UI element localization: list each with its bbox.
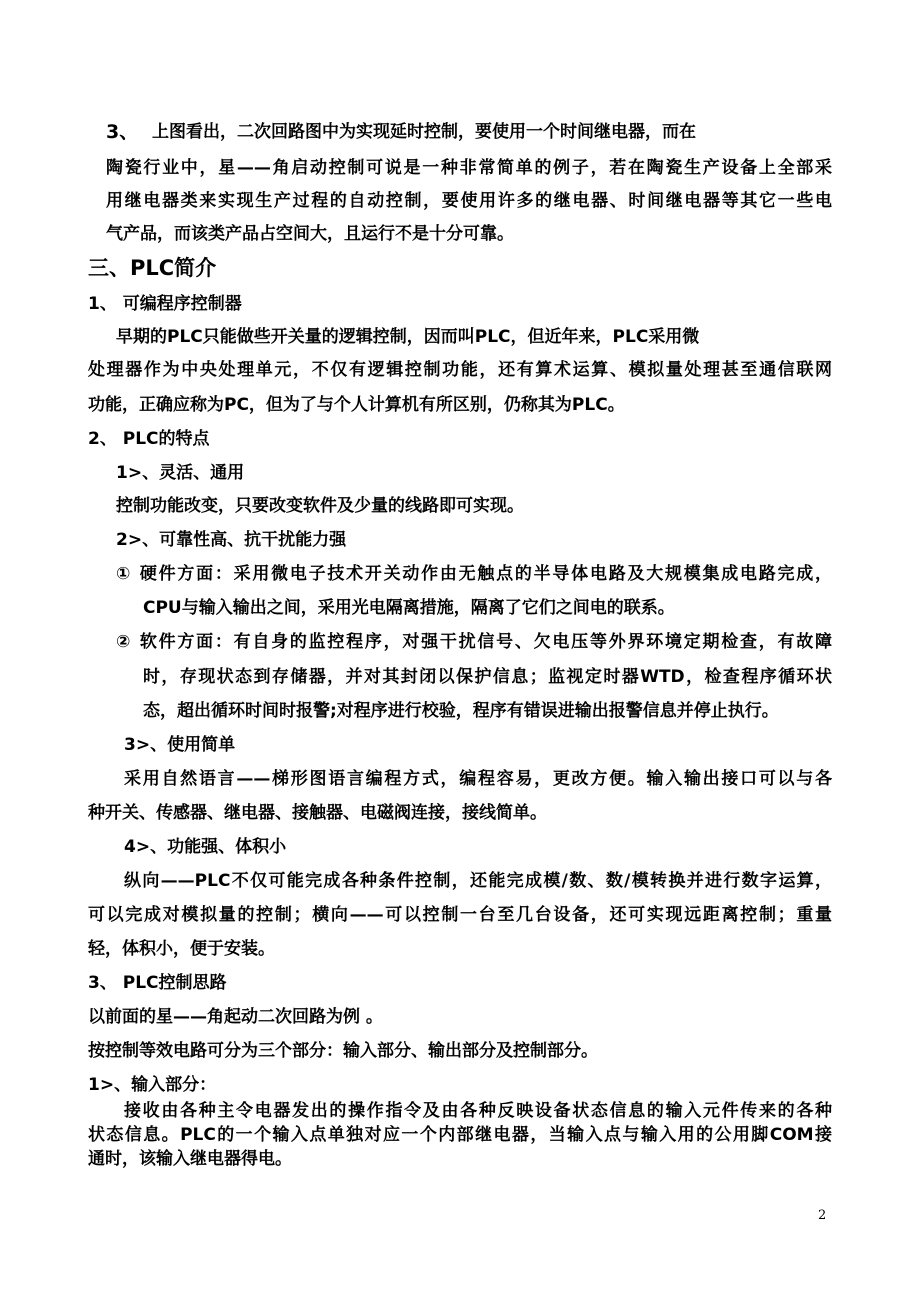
list-item-line: 态，超出循环时间时报警;对程序进行校验，程序有错误进输出报警信息并停止执行。 [143,701,779,721]
list-item-line: CPU与输入输出之间，采用光电隔离措施，隔离了它们之间电的联系。 [143,598,675,618]
paragraph-line: 功能，正确应称为PC，但为了与个人计算机有所区别，仍称其为PLC。 [88,395,625,415]
paragraph-line: 早期的PLC只能做些开关量的逻辑控制，因而叫PLC，但近年来，PLC采用微 [116,327,700,347]
list-item-line: 时，存现状态到存储器，并对其封闭以保护信息；监视定时器WTD，检查程序循环状 [143,667,832,687]
paragraph-line: 轻，体积小，便于安装。 [88,939,275,959]
list-item-line: ① 硬件方面：采用微电子技术开关动作由无触点的半导体电路及大规模集成电路完成， [116,564,832,584]
page-number: 2 [818,1208,827,1223]
list-item-line: ② 软件方面：有自身的监控程序，对强干扰信号、欠电压等外界环境定期检查，有故障 [116,632,832,652]
paragraph-line: 处理器作为中央处理单元，不仅有逻辑控制功能，还有算术运算、模拟量处理甚至通信联网 [88,360,832,380]
paragraph-line: 控制功能改变，只要改变软件及少量的线路即可实现。 [116,496,524,516]
feature-heading: 1>、输入部分： [88,1075,217,1095]
paragraph-line: 接收由各种主令电器发出的操作指令及由各种反映设备状态信息的输入元件传来的各种 [124,1101,832,1121]
paragraph-line: 上图看出，二次回路图中为实现延时控制，要使用一个时间继电器，而在 [152,122,696,142]
subsection-heading: 2、 PLC的特点 [88,429,210,449]
feature-heading: 3>、使用简单 [124,735,236,755]
section-heading: 三、PLC简介 [88,256,217,280]
paragraph-line: 可以完成对模拟量的控制；横向——可以控制一台至几台设备，还可实现远距离控制；重量 [88,905,832,925]
paragraph-line: 纵向——PLC不仅可能完成各种条件控制，还能完成模/数、数/模转换并进行数字运算， [124,871,832,891]
paragraph-line: 气产品，而该类产品占空间大，且运行不是十分可靠。 [106,224,514,244]
paragraph-line: 采用自然语言——梯形图语言编程方式，编程容易，更改方便。输入输出接口可以与各 [124,769,832,789]
paragraph-line: 按控制等效电路可分为三个部分：输入部分、输出部分及控制部分。 [88,1041,598,1061]
feature-heading: 4>、功能强、体积小 [124,837,287,857]
paragraph-line: 以前面的星——角起动二次回路为例 。 [88,1007,383,1027]
paragraph-line: 通时，该输入继电器得电。 [88,1149,292,1169]
feature-heading: 1>、灵活、通用 [116,463,245,483]
paragraph-line: 种开关、传感器、继电器、接触器、电磁阀连接，接线简单。 [88,803,547,823]
paragraph-line: 陶瓷行业中，星——角启动控制可说是一种非常简单的例子，若在陶瓷生产设备上全部采 [106,158,832,178]
feature-heading: 2>、可靠性高、抗干扰能力强 [116,530,347,550]
item-number: 3、 [106,121,139,143]
paragraph-line: 状态信息。PLC的一个输入点单独对应一个内部继电器，当输入点与输入用的公用脚COM接 [88,1125,832,1145]
subsection-heading: 3、 PLC控制思路 [88,973,227,993]
subsection-heading: 1、 可编程序控制器 [88,294,242,314]
paragraph-line: 用继电器类来实现生产过程的自动控制，要使用许多的继电器、时间继电器等其它一些电 [106,191,832,211]
